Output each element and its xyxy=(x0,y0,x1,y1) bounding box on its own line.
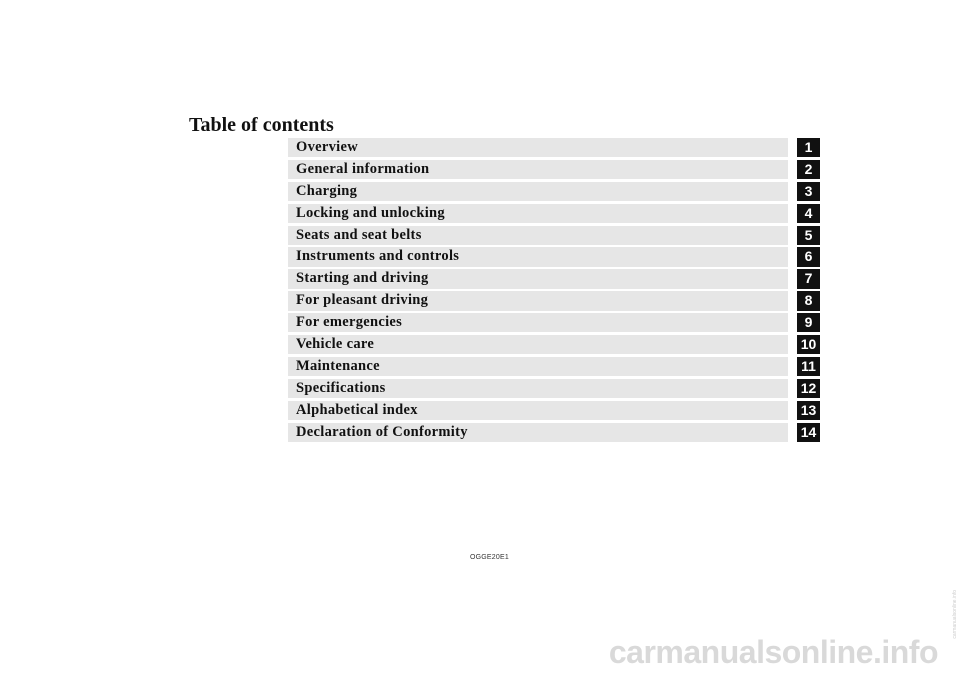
chapter-number-tab[interactable]: 10 xyxy=(797,335,820,354)
toc-entry-charging[interactable] xyxy=(288,182,820,201)
toc-entry-label: Seats and seat belts xyxy=(296,226,422,243)
toc-entry-for-emergencies[interactable] xyxy=(288,313,820,332)
toc-entry-label: For pleasant driving xyxy=(296,292,429,309)
toc-label-bar xyxy=(288,138,788,157)
page-title: Table of contents xyxy=(189,114,334,136)
toc-entry-locking-and-unlocking[interactable] xyxy=(288,204,820,223)
toc-entry-declaration-of-conformity[interactable] xyxy=(288,423,820,442)
chapter-number-tab[interactable]: 5 xyxy=(797,226,820,245)
toc-entry-label: Instruments and controls xyxy=(296,248,460,265)
toc-entry-label: General information xyxy=(296,160,430,177)
chapter-number-tab[interactable]: 8 xyxy=(797,291,820,310)
chapter-number-tab[interactable]: 14 xyxy=(797,423,820,442)
toc-entry-label: Charging xyxy=(296,182,358,199)
toc-entry-label: Starting and driving xyxy=(296,270,429,287)
chapter-number-tab[interactable]: 12 xyxy=(797,379,820,398)
toc-entry-seats-and-seat-belts[interactable] xyxy=(288,226,820,245)
chapter-number-tab[interactable]: 6 xyxy=(797,247,820,266)
chapter-number-tab[interactable]: 9 xyxy=(797,313,820,332)
watermark: carmanualsonline.info xyxy=(608,634,938,670)
toc-entry-specifications[interactable] xyxy=(288,379,820,398)
chapter-number-tab[interactable]: 2 xyxy=(797,160,820,179)
toc-entry-starting-and-driving[interactable] xyxy=(288,269,820,288)
chapter-number-tab[interactable]: 13 xyxy=(797,401,820,420)
toc-label-bar xyxy=(288,182,788,201)
chapter-number-tab[interactable]: 4 xyxy=(797,204,820,223)
toc-entry-label: Alphabetical index xyxy=(296,401,418,418)
chapter-number-tab[interactable]: 3 xyxy=(797,182,820,201)
toc-entry-label: Maintenance xyxy=(296,357,380,374)
toc-entry-label: Specifications xyxy=(296,379,386,396)
side-watermark: carmanualsonline.info xyxy=(952,590,958,639)
toc-entry-vehicle-care[interactable] xyxy=(288,335,820,354)
toc-entry-overview[interactable] xyxy=(288,138,820,157)
chapter-number-tab[interactable]: 7 xyxy=(797,269,820,288)
chapter-number-tab[interactable]: 1 xyxy=(797,138,820,157)
toc-entry-instruments-and-controls[interactable] xyxy=(288,247,820,266)
document-code: OGGE20E1 xyxy=(470,554,509,561)
toc-entry-maintenance[interactable] xyxy=(288,357,820,376)
toc-entry-label: Locking and unlocking xyxy=(296,204,445,221)
toc-entry-label: For emergencies xyxy=(296,314,403,331)
chapter-number-tab[interactable]: 11 xyxy=(797,357,820,376)
toc-list xyxy=(288,138,820,444)
toc-entry-label: Overview xyxy=(296,139,358,155)
toc-entry-label: Vehicle care xyxy=(296,336,375,353)
toc-entry-alphabetical-index[interactable] xyxy=(288,401,820,420)
toc-entry-label: Declaration of Conformity xyxy=(296,423,468,440)
toc-entry-general-information[interactable] xyxy=(288,160,820,179)
toc-entry-for-pleasant-driving[interactable] xyxy=(288,291,820,310)
